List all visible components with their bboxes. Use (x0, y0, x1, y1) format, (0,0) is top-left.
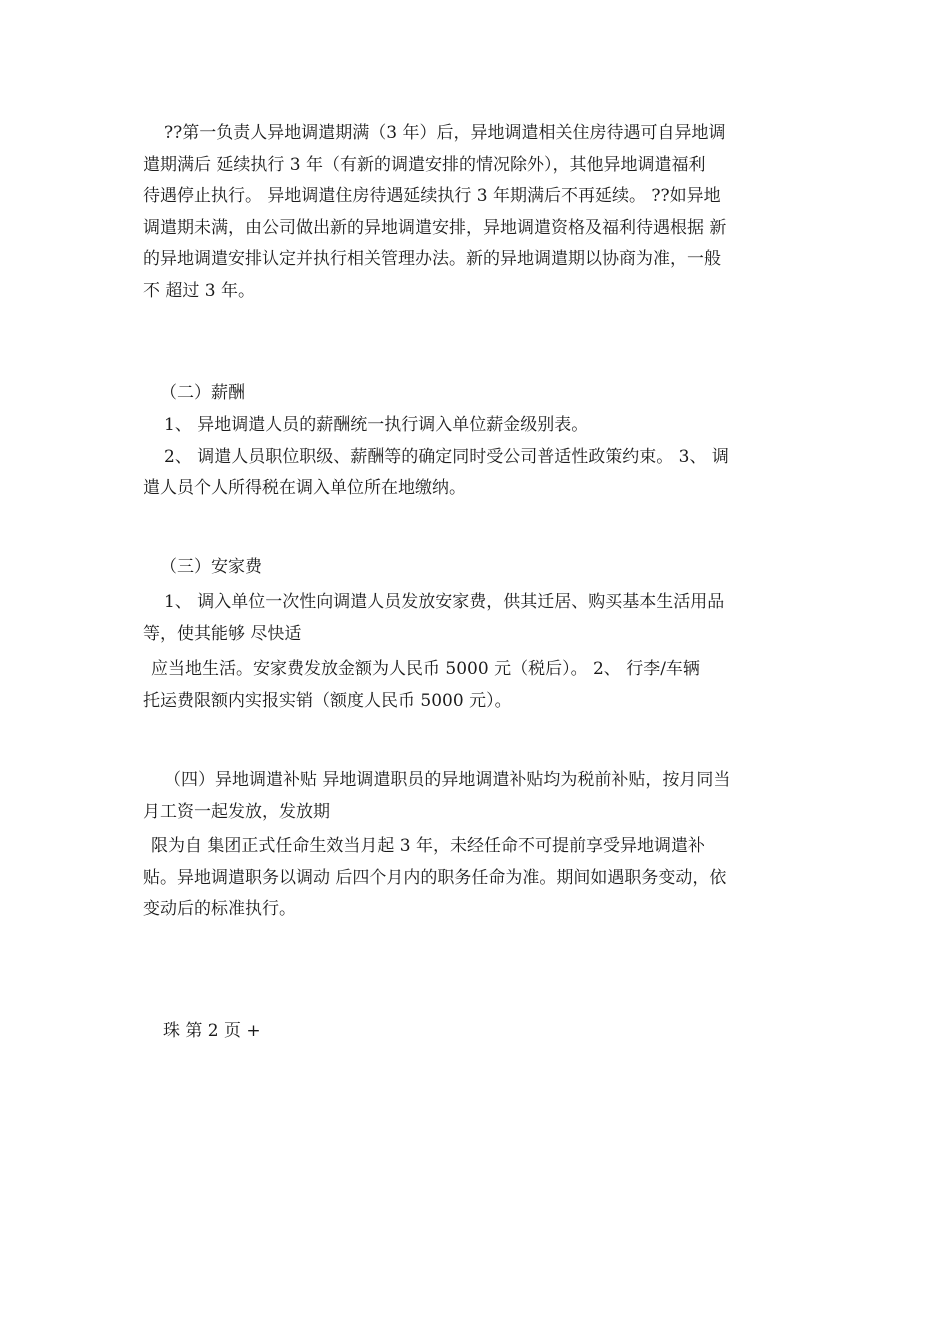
text-line: 变动后的标准执行。 (143, 899, 296, 919)
page-footer: 珠 第 2 页 + (163, 1021, 261, 1041)
paragraph-settlement (143, 587, 808, 717)
text-line: 遣期满后 延续执行 3 年（有新的调遣安排的情况除外），其他异地调遣福利 (143, 154, 706, 175)
text-line: 应当地生活。安家费发放金额为人民币 5000 元（税后）。 2、 行李/车辆 (151, 659, 700, 679)
text-line: 不 超过 3 年。 (143, 280, 256, 301)
text-line: 托运费限额内实报实销（额度人民币 5000 元）。 (143, 690, 512, 711)
text-line: 1、 异地调遣人员的薪酬统一执行调入单位薪金级别表。 (164, 415, 589, 435)
text-line: ??第一负责人异地调遣期满（3 年）后，异地调遣相关住房待遇可自异地调 (164, 123, 726, 143)
text-line: 限为自 集团正式任命生效当月起 3 年，未经任命不可提前享受异地调遣补 (151, 836, 706, 856)
paragraph-salary (143, 410, 808, 505)
text-line: 1、 调入单位一次性向调遣人员发放安家费，供其迁居、购买基本生活用品 (164, 592, 725, 612)
text-line: 遣人员个人所得税在调入单位所在地缴纳。 (143, 478, 466, 498)
paragraph-housing-extension (143, 118, 808, 307)
section-heading-settlement: （三）安家费 (160, 557, 262, 577)
text-line: 贴。异地调遣职务以调动 后四个月内的职务任命为准。期间如遇职务变动，依 (143, 867, 727, 888)
text-line: 等，使其能够 尽快适 (143, 623, 302, 644)
text-line: 月工资一起发放，发放期 (143, 801, 330, 822)
paragraph-allowance (143, 765, 808, 926)
section-heading-salary: （二）薪酬 (160, 383, 245, 403)
text-line: 待遇停止执行。 异地调遣住房待遇延续执行 3 年期满后不再延续。 ??如异地 (143, 186, 721, 206)
text-line: （四）异地调遣补贴 异地调遣职员的异地调遣补贴均为税前补贴，按月同当 (164, 770, 731, 790)
text-line: 2、 调遣人员职位职级、薪酬等的确定同时受公司普适性政策约束。 3、 调 (164, 446, 729, 467)
text-line: 的异地调遣安排认定并执行相关管理办法。新的异地调遣期以协商为准，一般 (143, 249, 721, 269)
text-line: 调遣期未满，由公司做出新的异地调遣安排，异地调遣资格及福利待遇根据 新 (143, 217, 727, 238)
